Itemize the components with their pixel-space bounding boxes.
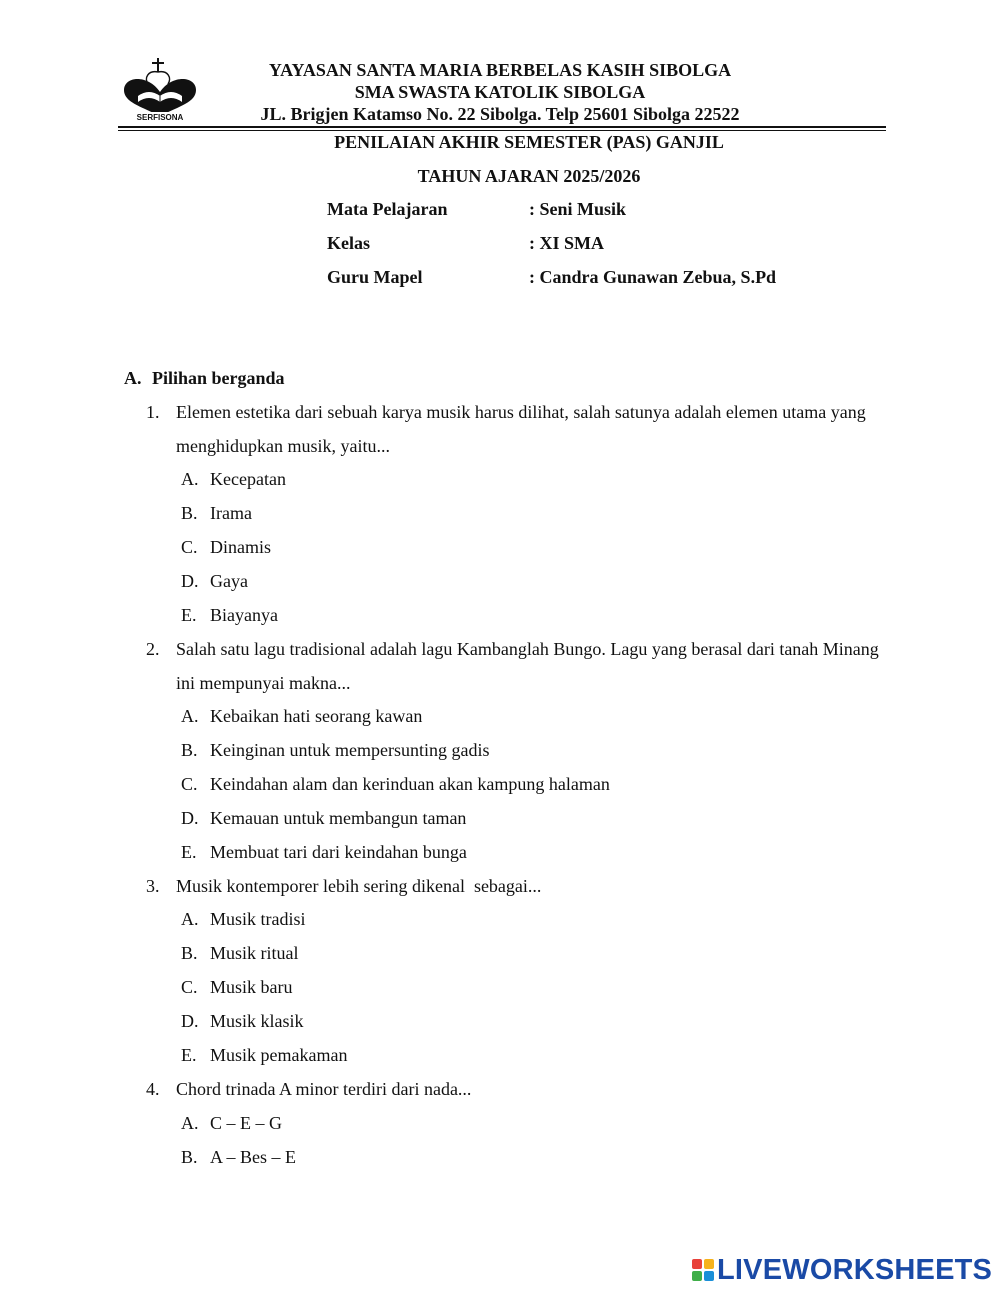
question-number: 4. (146, 1079, 160, 1099)
section-letter: A. (124, 368, 142, 388)
info-label-teacher: Guru Mapel (327, 267, 423, 287)
answer-option[interactable]: D. Musik klasik (181, 1011, 304, 1031)
answer-option[interactable]: B. Keinginan untuk mempersunting gadis (181, 740, 490, 760)
brand-name: LIVEWORKSHEETS (717, 1253, 993, 1286)
question-text: Musik kontemporer lebih sering dikenal sebagai... (176, 876, 542, 896)
answer-option[interactable]: B. Musik ritual (181, 943, 299, 963)
answer-option[interactable]: B. Irama (181, 503, 252, 523)
info-label-subject: Mata Pelajaran (327, 199, 448, 219)
answer-option[interactable]: D. Kemauan untuk membangun taman (181, 808, 467, 828)
section-title: Pilihan berganda (152, 368, 285, 388)
info-value-teacher: : Candra Gunawan Zebua, S.Pd (529, 267, 777, 287)
answer-option[interactable]: A. Kebaikan hati seorang kawan (181, 706, 423, 726)
answer-option[interactable]: C. Musik baru (181, 977, 293, 997)
brand-grid-icon (692, 1259, 714, 1281)
answer-option[interactable]: C. Dinamis (181, 537, 271, 557)
header-divider-thin (118, 130, 886, 131)
question-text: Chord trinada A minor terdiri dari nada... (176, 1079, 472, 1099)
question-number: 2. (146, 639, 160, 659)
question-text: Salah satu lagu tradisional adalah lagu Kambanglah Bungo. Lagu yang berasal dari tanah Minang ini mempunyai makna... (176, 639, 879, 693)
info-label-class: Kelas (327, 233, 370, 253)
answer-option[interactable]: A. Musik tradisi (181, 909, 306, 929)
info-value-class: : XI SMA (529, 233, 604, 253)
logo-text: SERFISONA (136, 113, 184, 122)
answer-option[interactable]: E. Membuat tari dari keindahan bunga (181, 842, 467, 862)
question-text: Elemen estetika dari sebuah karya musik harus dilihat, salah satunya adalah elemen utama yang menghidupkan musik, yaitu... (176, 402, 866, 456)
question-number: 1. (146, 402, 160, 422)
section-heading (124, 368, 285, 389)
answer-option[interactable]: C. Keindahan alam dan kerinduan akan kampung halaman (181, 774, 610, 794)
liveworksheets-logo[interactable] (692, 1254, 992, 1286)
answer-option[interactable]: D. Gaya (181, 571, 248, 591)
answer-option[interactable]: E. Biayanya (181, 605, 278, 625)
foundation-name: YAYASAN SANTA MARIA BERBELAS KASIH SIBOLGA (268, 60, 732, 80)
header-divider (118, 126, 886, 128)
info-value-subject: : Seni Musik (529, 199, 627, 219)
exam-title: PENILAIAN AKHIR SEMESTER (PAS) GANJIL (334, 132, 724, 152)
answer-option[interactable]: A. C – E – G (181, 1113, 282, 1133)
exam-year: TAHUN AJARAN 2025/2026 (417, 166, 641, 186)
question-number: 3. (146, 876, 160, 896)
school-name: SMA SWASTA KATOLIK SIBOLGA (354, 82, 646, 102)
answer-option[interactable]: E. Musik pemakaman (181, 1045, 348, 1065)
school-address: JL. Brigjen Katamso No. 22 Sibolga. Telp 25601 Sibolga 22522 (260, 104, 740, 124)
answer-option[interactable]: A. Kecepatan (181, 469, 286, 489)
answer-option[interactable]: B. A – Bes – E (181, 1147, 297, 1167)
